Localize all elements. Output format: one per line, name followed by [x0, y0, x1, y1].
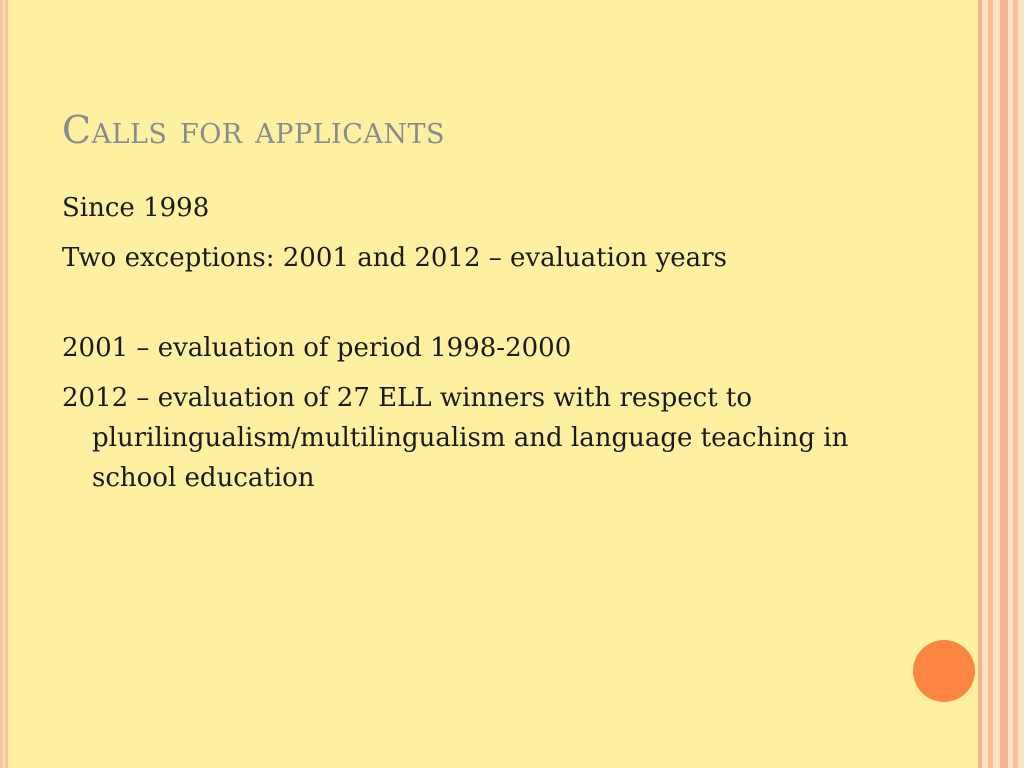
body-paragraph: 2001 – evaluation of period 1998-2000: [62, 333, 572, 363]
right-edge-stripe: [1013, 0, 1018, 768]
body-paragraph: Two exceptions: 2001 and 2012 – evaluation years: [62, 243, 727, 273]
left-edge-stripe: [5, 0, 8, 768]
paragraph-spacer: [62, 288, 882, 328]
body-paragraph: Since 1998: [62, 193, 210, 223]
slide-title: Calls for applicants: [62, 108, 446, 152]
right-edge-stripe: [1000, 0, 1008, 768]
body-paragraph: 2012 – evaluation of 27 ELL winners with respect to plurilingualism/multilingualism and language teaching in school education: [62, 383, 849, 493]
decorative-circle: [913, 640, 975, 702]
right-edge-stripe: [978, 0, 982, 768]
slide-body: [62, 188, 882, 508]
right-edge-stripe: [988, 0, 993, 768]
